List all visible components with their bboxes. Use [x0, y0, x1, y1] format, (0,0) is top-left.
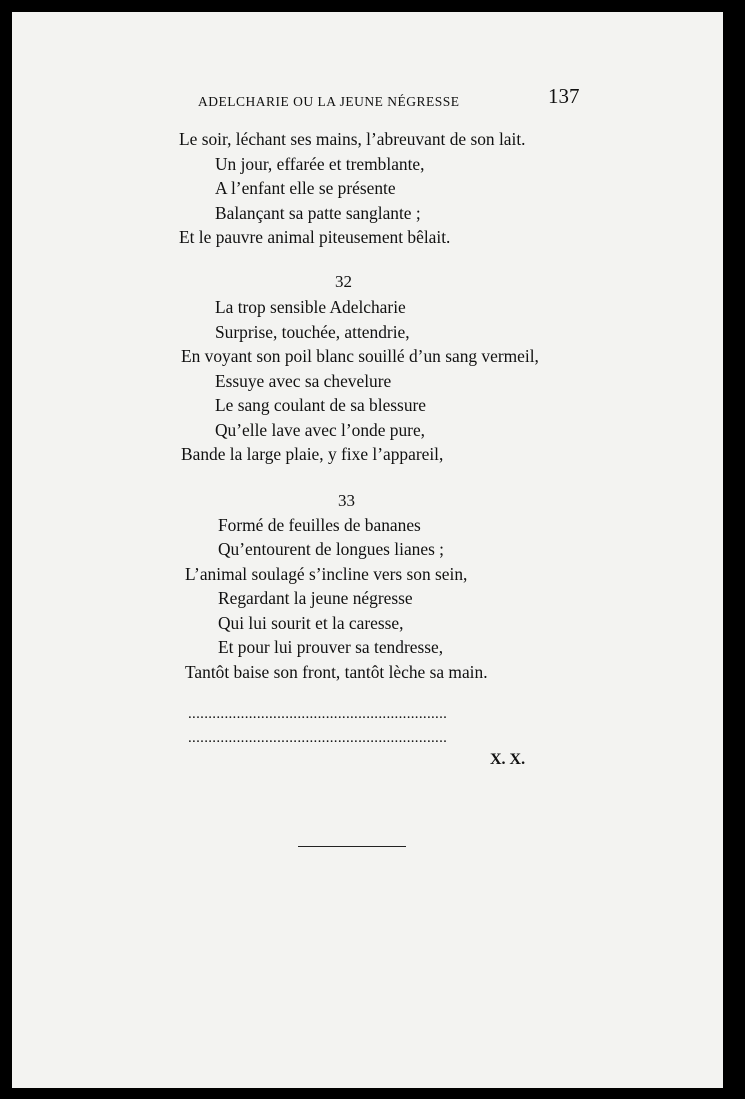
verse-line: Et pour lui prouver sa tendresse,: [218, 637, 444, 657]
verse-line: Le sang coulant de sa blessure: [215, 395, 427, 415]
stanza-number: 33: [338, 491, 355, 510]
stanza-number: 32: [335, 272, 352, 291]
verse-line: Essuye avec sa chevelure: [215, 371, 392, 391]
verse-line: Et le pauvre animal piteusement bêlait.: [179, 227, 451, 247]
verse-line: Qui lui sourit et la caresse,: [218, 613, 404, 633]
verse-line: Qu’elle lave avec l’onde pure,: [215, 420, 426, 440]
verse-line: Regardant la jeune négresse: [218, 588, 413, 608]
verse-line: Formé de feuilles de bananes: [218, 515, 421, 535]
verse-line: Bande la large plaie, y fixe l’appareil,: [181, 444, 444, 464]
verse-line: En voyant son poil blanc souillé d’un sang vermeil,: [181, 346, 539, 366]
author-signature: X. X.: [490, 751, 526, 768]
running-title: ADELCHARIE OU LA JEUNE NÉGRESSE: [198, 94, 460, 109]
verse-line: Un jour, effarée et tremblante,: [215, 154, 425, 174]
ellipsis-line: ................................................................: [188, 706, 448, 722]
verse-line: Le soir, léchant ses mains, l’abreuvant de son lait.: [179, 129, 526, 149]
verse-line: Qu’entourent de longues lianes ;: [218, 539, 445, 559]
verse-line: Balançant sa patte sanglante ;: [215, 203, 421, 223]
verse-line: Tantôt baise son front, tantôt lèche sa main.: [185, 662, 488, 682]
page-number: 137: [548, 84, 580, 108]
closing-rule: [298, 846, 406, 847]
ellipsis-line: ................................................................: [188, 730, 448, 746]
verse-line: Surprise, touchée, attendrie,: [215, 322, 410, 342]
verse-line: La trop sensible Adelcharie: [215, 297, 406, 317]
verse-line: A l’enfant elle se présente: [215, 178, 396, 198]
book-page: [12, 12, 723, 1088]
verse-line: L’animal soulagé s’incline vers son sein,: [185, 564, 468, 584]
